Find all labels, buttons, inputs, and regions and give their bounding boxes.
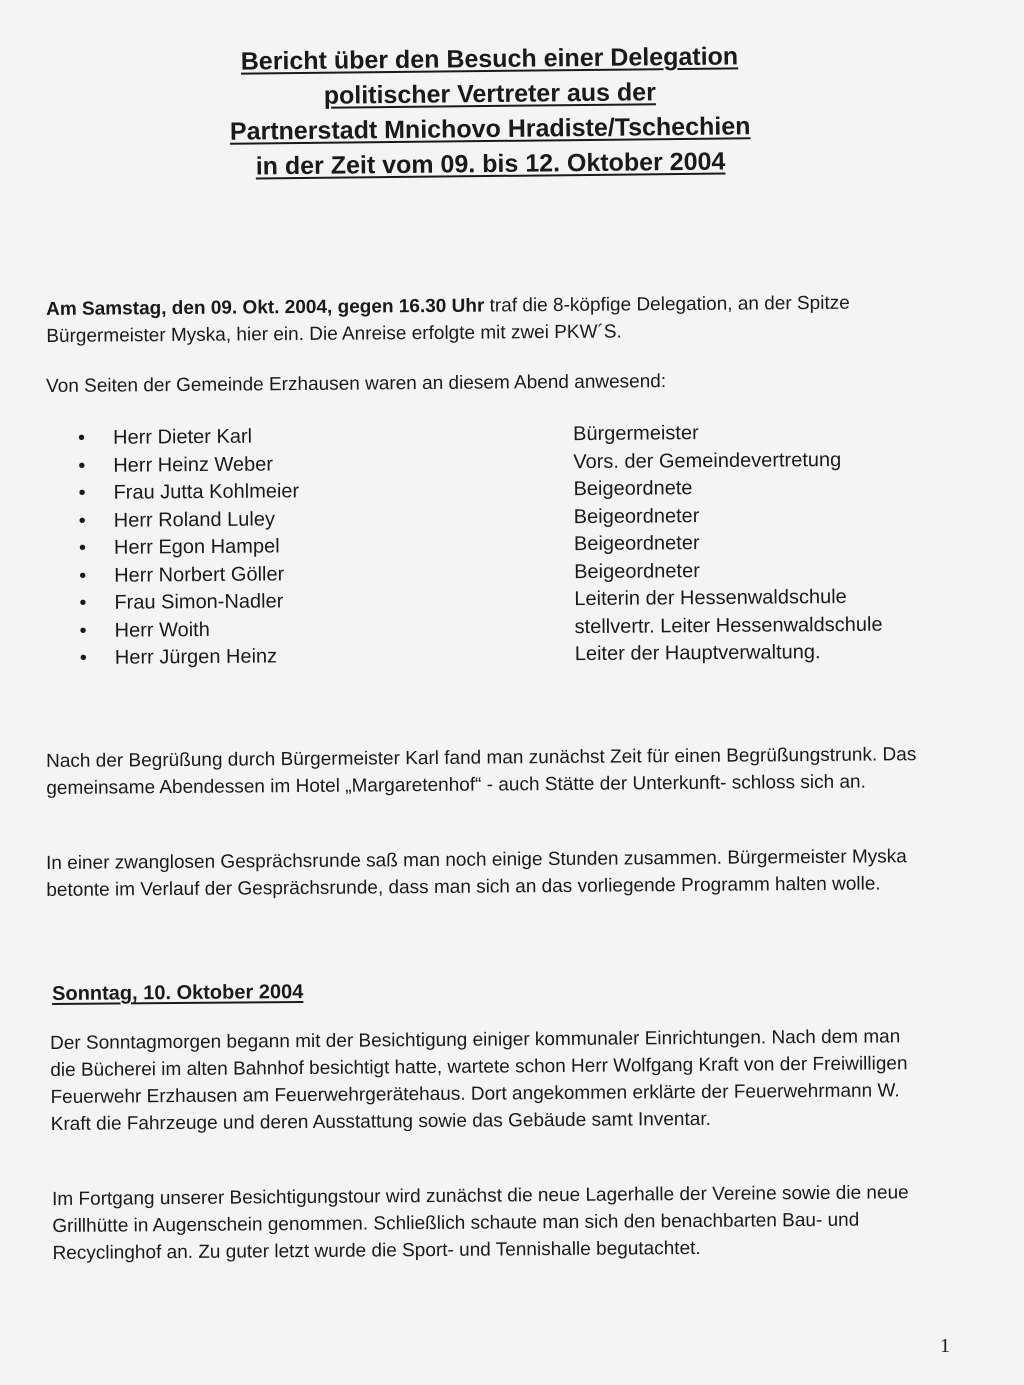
greeting-text: Nach der Begrüßung durch Bürgermeister Karl fand man zunächst Zeit für einen Begrüßungstrunk. Das gemeinsame Abendessen im Hotel „Margaretenhof“ - auch Stätte der Unterkunft- schloss sich an. — [46, 744, 917, 799]
bullet: • — [78, 536, 87, 559]
document-title — [149, 38, 830, 185]
attendee-role: Beigeordneter — [573, 504, 700, 528]
bullet: • — [78, 481, 86, 504]
intro-text: traf die 8-köpfige Delegation, an der Spitze Bürgermeister Myska, hier ein. Die Anreise erfolgte mit zwei PKW´S. — [46, 292, 850, 347]
attendees-intro-text: Von Seiten der Gemeinde Erzhausen waren an diesem Abend anwesend: — [46, 371, 667, 397]
attendee-role: Leiter der Hauptverwaltung. — [574, 641, 821, 666]
attendee-list — [78, 418, 960, 672]
bullet: • — [78, 509, 86, 532]
attendee-role: Beigeordneter — [573, 532, 700, 556]
bullet: • — [78, 454, 86, 477]
title-line-3: Partnerstadt Mnichovo Hradiste/Tschechien — [229, 112, 751, 146]
section-heading: Sonntag, 10. Oktober 2004 — [52, 981, 304, 1005]
attendee-role: Vors. der Gemeindevertretung — [573, 448, 842, 473]
bullet: • — [78, 426, 86, 449]
title-line-1: Bericht über den Besuch einer Delegation — [240, 42, 739, 76]
talk-text: In einer zwanglosen Gesprächsrunde saß man noch einige Stunden zusammen. Bürgermeister Myska betonte im Verlauf der Gesprächsrunde, dass man sich an das vorliegende Programm halten wolle. — [46, 846, 907, 901]
intro-paragraph — [46, 289, 936, 350]
attendee-name: Herr Norbert Göller — [114, 562, 285, 587]
bullet: • — [79, 619, 87, 642]
list-item — [80, 638, 960, 672]
attendee-role: Leiterin der Hessenwaldschule — [574, 585, 847, 611]
bullet: • — [79, 591, 87, 614]
attendee-name: Herr Dieter Karl — [113, 425, 253, 449]
talk-paragraph — [46, 843, 926, 904]
title-line-4: in der Zeit vom 09. bis 12. Oktober 2004 — [255, 147, 726, 181]
sunday-text-2: Im Fortgang unserer Besichtigungstour wird zunächst die neue Lagerhalle der Vereine sowie die neue Grillhütte in Augenschein genommen. Schließlich schaute man sich den benachbarten Bau- und Recyclinghof an. Zu guter letzt wurde die Sport- und Tennishalle begutachtet. — [52, 1182, 909, 1264]
title-line-2: politischer Vertreter aus der — [323, 78, 656, 110]
attendee-role: Bürgermeister — [573, 422, 699, 446]
sunday-paragraph-1 — [50, 1023, 931, 1138]
attendee-role: Beigeordneter — [574, 559, 700, 583]
page-number: 1 — [940, 1335, 950, 1357]
attendee-role: Beigeordnete — [573, 477, 693, 501]
attendee-name: Herr Heinz Weber — [113, 452, 274, 477]
greeting-paragraph — [46, 741, 926, 802]
attendee-name: Herr Egon Hampel — [113, 535, 280, 559]
attendee-name: Frau Simon-Nadler — [114, 590, 284, 614]
sunday-paragraph-2 — [52, 1179, 933, 1267]
attendees-intro — [46, 366, 946, 400]
attendee-name: Herr Jürgen Heinz — [114, 645, 278, 669]
bullet: • — [79, 646, 87, 669]
attendee-name: Frau Jutta Kohlmeier — [113, 480, 300, 504]
attendee-name: Herr Woith — [114, 618, 210, 642]
attendee-name: Herr Roland Luley — [113, 507, 276, 532]
intro-date: Am Samstag, den 09. Okt. 2004, gegen 16.30 Uhr — [46, 295, 485, 320]
bullet: • — [79, 564, 87, 587]
sunday-text-1: Der Sonntagmorgen begann mit der Besichtigung einiger kommunaler Einrichtungen. Nach dem man die Bücherei im alten Bahnhof besichtigt hatte, wartete schon Herr Wolfgang Kraft von der Freiwilligen Feuerwehr Erzhausen am Feuerwehrgerätehaus. Dort angekommen erklärte der Feuerwehrmann W. Kraft die Fahrzeuge und deren Ausstattung sowie das Gebäude samt Inventar. — [50, 1026, 908, 1135]
attendee-role: stellvertr. Leiter Hessenwaldschule — [574, 613, 883, 638]
